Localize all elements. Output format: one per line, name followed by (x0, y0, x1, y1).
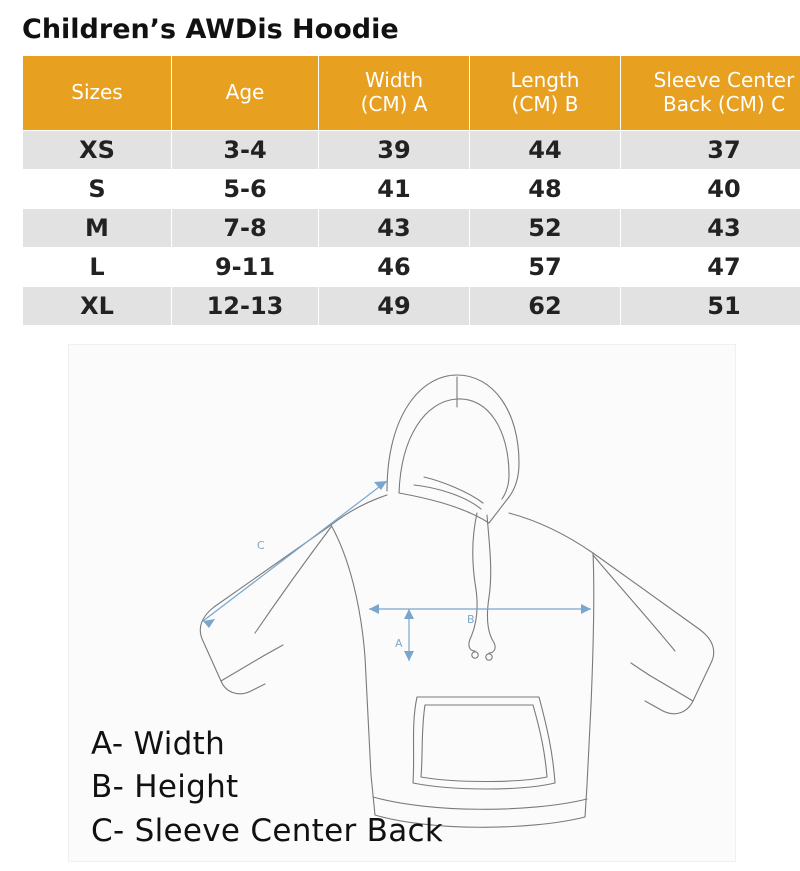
cell-age: 9-11 (172, 248, 319, 287)
cell-length: 52 (470, 209, 621, 248)
cell-width: 39 (319, 131, 470, 170)
cell-age: 12-13 (172, 287, 319, 326)
column-header-sizes-line1: Sizes (27, 81, 167, 105)
cell-sleeve: 47 (621, 248, 800, 287)
label-b: B (467, 613, 475, 626)
cell-width: 43 (319, 209, 470, 248)
column-header-length-line2: (CM) B (474, 93, 616, 117)
cell-length: 48 (470, 170, 621, 209)
table-row (23, 209, 800, 248)
table-row (23, 131, 800, 170)
column-header-sleeve-line1: Sleeve Center (625, 69, 800, 93)
column-header-sleeve-line2: Back (CM) C (625, 93, 800, 117)
size-table (22, 55, 800, 326)
legend-item-b: B- Height (91, 766, 443, 809)
legend-item-c: C- Sleeve Center Back (91, 810, 443, 853)
column-header-sleeve (621, 56, 800, 131)
cell-width: 46 (319, 248, 470, 287)
column-header-width-line1: Width (323, 69, 465, 93)
cell-size: XL (23, 287, 172, 326)
cell-length: 44 (470, 131, 621, 170)
column-header-sizes (23, 56, 172, 131)
label-a: A (395, 637, 403, 650)
cell-size: M (23, 209, 172, 248)
cell-size: S (23, 170, 172, 209)
column-header-length-line1: Length (474, 69, 616, 93)
cell-size: XS (23, 131, 172, 170)
column-header-width (319, 56, 470, 131)
table-row (23, 170, 800, 209)
cell-sleeve: 40 (621, 170, 800, 209)
column-header-length (470, 56, 621, 131)
cell-sleeve: 37 (621, 131, 800, 170)
column-header-age-line1: Age (176, 81, 314, 105)
hoodie-diagram (68, 344, 736, 862)
cell-size: L (23, 248, 172, 287)
cell-width: 41 (319, 170, 470, 209)
cell-age: 5-6 (172, 170, 319, 209)
legend-item-a: A- Width (91, 723, 443, 766)
cell-width: 49 (319, 287, 470, 326)
cell-age: 7-8 (172, 209, 319, 248)
size-chart-page (0, 14, 800, 871)
page-title: Children’s AWDis Hoodie (22, 14, 800, 45)
cell-length: 57 (470, 248, 621, 287)
column-header-age (172, 56, 319, 131)
cell-age: 3-4 (172, 131, 319, 170)
diagram-legend (91, 723, 443, 853)
cell-sleeve: 43 (621, 209, 800, 248)
table-row (23, 248, 800, 287)
table-header-row (23, 56, 800, 131)
column-header-width-line2: (CM) A (323, 93, 465, 117)
cell-length: 62 (470, 287, 621, 326)
label-c: C (257, 539, 265, 552)
table-row (23, 287, 800, 326)
cell-sleeve: 51 (621, 287, 800, 326)
